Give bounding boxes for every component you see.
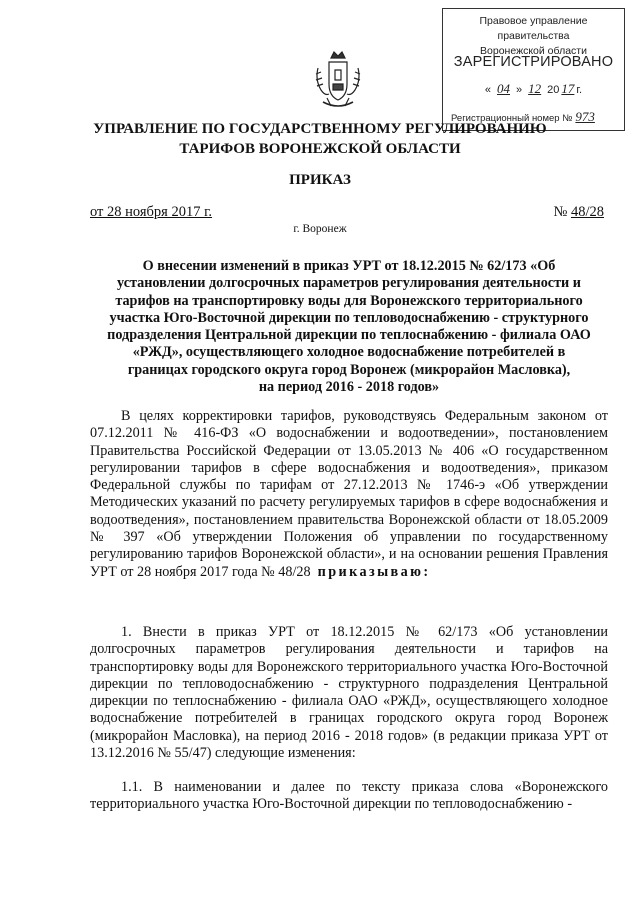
document-city: г. Воронеж [293, 223, 347, 235]
title-line: подразделения Центральной дирекции по теплоснабжению - филиала ОАО [107, 327, 591, 344]
stamp-registered-label: ЗАРЕГИСТРИРОВАНО [453, 54, 614, 70]
stamp-reg-label: Регистрационный номер № [451, 113, 573, 124]
stamp-year-prefix: 20 [547, 84, 560, 96]
organization-heading [60, 119, 580, 159]
document-number [554, 204, 605, 221]
item-1-text: 1. Внести в приказ УРТ от 18.12.2015 № 62/173 «Об установлении долгосрочных параметров регулирования деятельности и тарифов на транспортировку воды для Воронежского территориального участка Юго-Восточной дирекции по тепловодоснабжению - структурного подразделения Центральной дирекции по теплоснабжению - филиала ОАО «РЖД», осуществляющего холодное водоснабжение потребителей в границах городского округа город Воронеж (микрорайон Масловка), на период 2016 - 2018 годов» (в редакции приказа УРТ от 13.12.2016 № 55/47) следующие изменения: [90, 624, 608, 762]
item-1-paragraph [90, 624, 608, 762]
preamble-paragraph [90, 408, 608, 581]
stamp-reg-value: 973 [575, 109, 595, 124]
stamp-authority [443, 14, 624, 59]
stamp-month: 12 [528, 81, 542, 96]
registration-stamp [442, 8, 625, 131]
organization-line2: ТАРИФОВ ВОРОНЕЖСКОЙ ОБЛАСТИ [179, 141, 461, 157]
stamp-day: 04 [497, 81, 510, 96]
number-value: 48/28 [570, 204, 604, 220]
stamp-authority-line2: Воронежской области [480, 45, 587, 57]
organization-line1: УПРАВЛЕНИЕ ПО ГОСУДАРСТВЕННОМУ РЕГУЛИРОВАНИЮ [93, 121, 547, 137]
title-line: на период 2016 - 2018 годов» [258, 379, 440, 396]
document-date: от 28 ноября 2017 г. [90, 204, 213, 220]
item-1-1-text: 1.1. В наименовании и далее по тексту приказа слова «Воронежского территориального участка Юго-Восточной дирекции по тепловодоснабжению - [90, 779, 608, 813]
preamble-text: В целях корректировки тарифов, руководствуясь Федеральным законом от 07.12.2011 № 416-ФЗ «О водоснабжении и водоотведении», постановлением Правительства Российской Федерации от 13.05.2013 № 406 «О государственном регулировании тарифов в сфере водоснабжения и водоотведения», приказом Федеральной службы по тарифам от 27.12.2013 № 1746-э «Об утверждении Методических указаний по расчету регулируемых тарифов в сфере водоснабжения и водоотведения», постановлением правительства Воронежской области от 18.05.2009 № 397 «Об утверждении Положения об управлении по государственному регулированию тарифов Воронежской области», и на основании решения Правления УРТ от 28 ноября 2017 года № 48/28 [90, 408, 608, 580]
stamp-year-suffix: 17 [561, 81, 575, 96]
title-line: участка Юго-Восточной дирекции по тепловодоснабжению - структурного [109, 309, 589, 326]
document-type: ПРИКАЗ [289, 172, 351, 188]
stamp-date: « 04 » 12 20 17 г. [484, 81, 583, 96]
number-sign: № [553, 204, 568, 220]
title-line: О внесении изменений в приказ УРТ от 18.12.2015 № 62/173 «Об [142, 258, 556, 274]
decree-word: приказываю: [317, 563, 431, 580]
title-line: «РЖД», осуществляющего холодное водоснабжение потребителей в [132, 344, 566, 361]
coat-of-arms-emblem [313, 50, 363, 112]
title-line: границах городского округа город Воронеж (микрорайон Масловка), [127, 361, 571, 378]
item-1-1-paragraph [90, 779, 608, 814]
stamp-authority-line1: Правовое управление правительства [479, 15, 588, 42]
document-title [90, 258, 608, 396]
title-line: установлении долгосрочных параметров регулирования деятельности и [117, 275, 581, 292]
title-line: тарифов на транспортировку воды для Воронежского территориального [115, 292, 583, 309]
